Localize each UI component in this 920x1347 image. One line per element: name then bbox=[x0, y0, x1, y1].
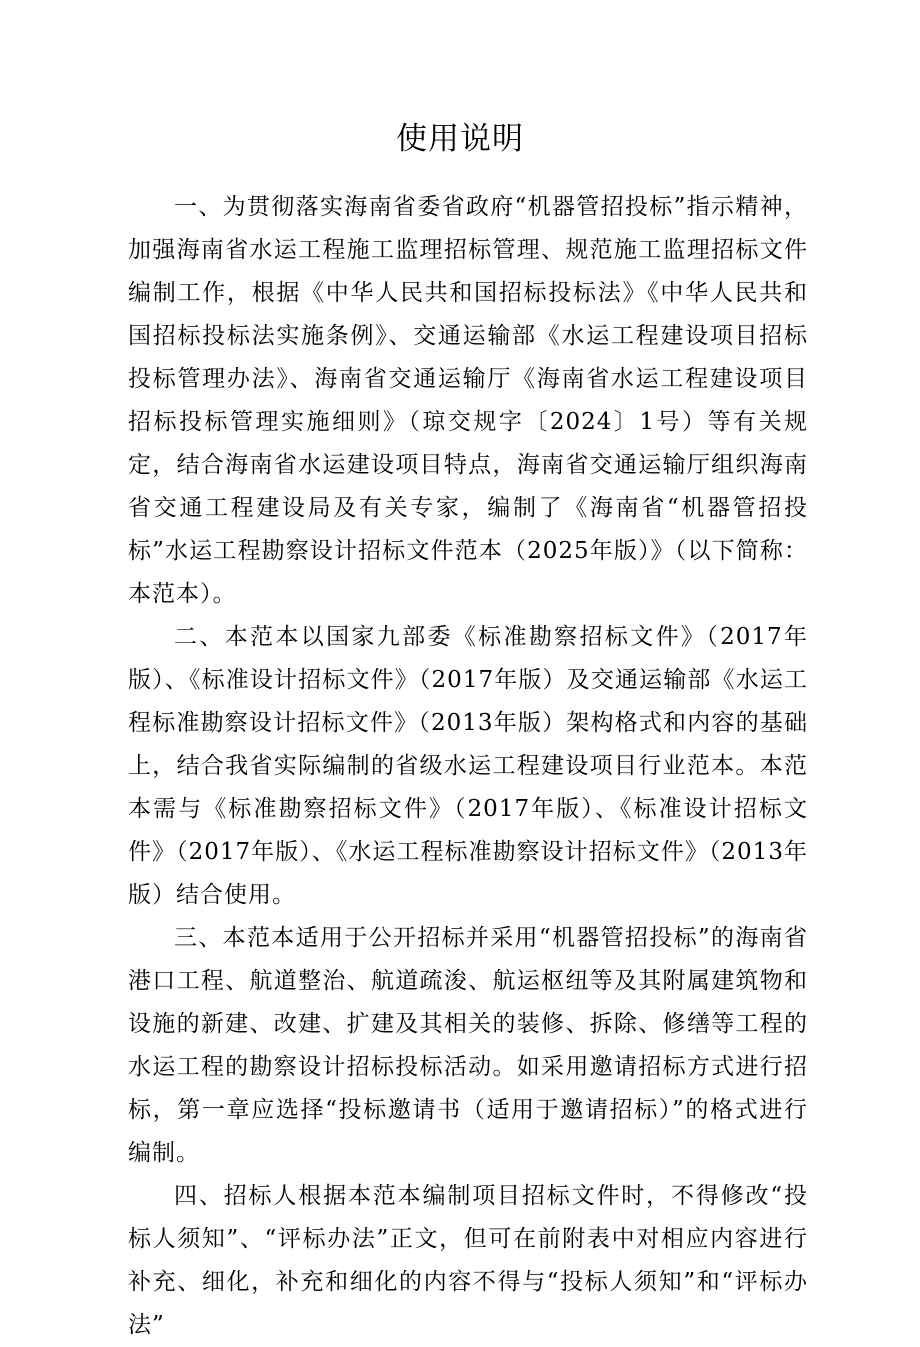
page-title: 使用说明 bbox=[396, 121, 524, 157]
paragraph-3: 三、本范本适用于公开招标并采用“机器管招投标”的海南省港口工程、航道整治、航道疏浚、航运枢纽等及其附属建筑物和设施的新建、改建、扩建及其相关的装修、拆除、修缮等工程的水运工程的勘察设计招标投标活动。如采用邀请招标方式进行招标，第一章应选择“投标邀请书（适用于邀请招标）”的格式进行编制。 bbox=[128, 925, 808, 1166]
paragraph-1: 一、为贯彻落实海南省委省政府“机器管招投标”指示精神，加强海南省水运工程施工监理招标管理、规范施工监理招标文件编制工作，根据《中华人民共和国招标投标法》《中华人民共和国招标投标法实施条例》、交通运输部《水运工程建设项目招标投标管理办法》、海南省交通运输厅《海南省水运工程建设项目招标投标管理实施细则》（琼交规字〔2024〕1号）等有关规定，结合海南省水运建设项目特点，海南省交通运输厅组织海南省交通工程建设局及有关专家，编制了《海南省“机器管招投标”水运工程勘察设计招标文件范本（2025年版）》（以下简称：本范本）。 bbox=[128, 194, 808, 607]
paragraph-2: 二、本范本以国家九部委《标准勘察招标文件》（2017年版）、《标准设计招标文件》（2017年版）及交通运输部《水运工程标准勘察设计招标文件》（2013年版）架构格式和内容的基础上，结合我省实际编制的省级水运工程建设项目行业范本。本范本需与《标准勘察招标文件》（2017年版）、《标准设计招标文件》（2017年版）、《水运工程标准勘察设计招标文件》（2013年版）结合使用。 bbox=[128, 624, 808, 908]
paragraph-4: 四、招标人根据本范本编制项目招标文件时，不得修改“投标人须知”、“评标办法”正文，但可在前附表中对相应内容进行补充、细化，补充和细化的内容不得与“投标人须知”和“评标办法” bbox=[128, 1183, 808, 1338]
document-body bbox=[128, 186, 808, 1347]
